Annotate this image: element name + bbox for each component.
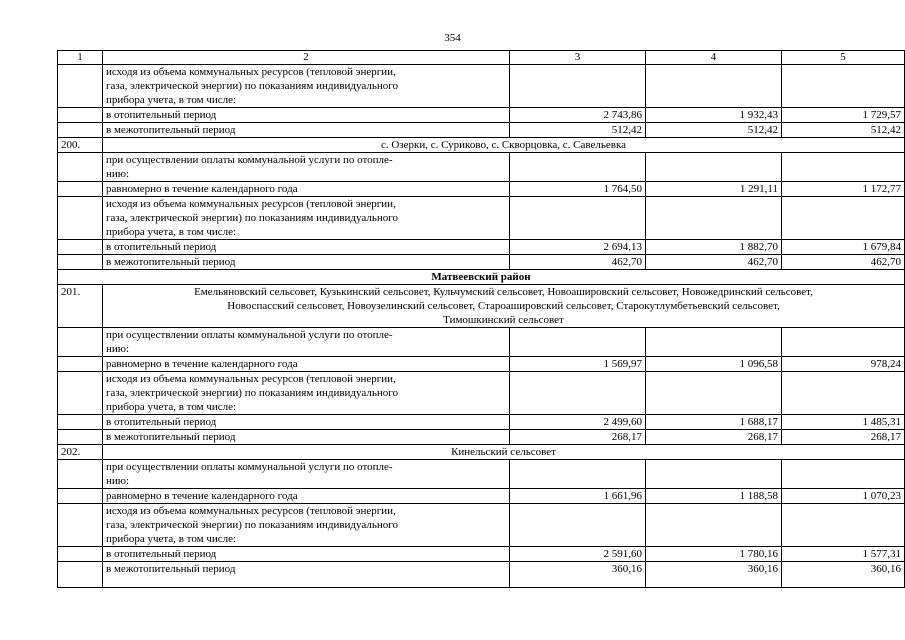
row-label: равномерно в течение календарного года	[103, 182, 510, 197]
value-cell	[510, 460, 646, 489]
row-label: в отопительный период	[103, 547, 510, 562]
table-row	[58, 123, 905, 138]
value-cell: 1 764,50	[510, 182, 646, 197]
value-cell	[782, 504, 905, 547]
row-description	[103, 460, 510, 489]
description-line: прибора учета, в том числе:	[106, 226, 237, 238]
value-cell	[510, 197, 646, 240]
locality-line: Тимошкинский сельсовет	[443, 314, 564, 326]
description-line: газа, электрической энергии) по показаниям индивидуального	[106, 387, 398, 399]
column-header: 3	[510, 51, 646, 65]
description-line: газа, электрической энергии) по показаниям индивидуального	[106, 212, 398, 224]
locality-line: Новоспасский сельсовет, Новоузелинский сельсовет, Староаширoвский сельсовет, Старокутлумбетьевский сельсовет,	[227, 300, 780, 312]
locality-line: Кинельский сельсовет	[451, 446, 556, 458]
value-cell	[510, 328, 646, 357]
value-cell: 2 694,13	[510, 240, 646, 255]
description-line: нию:	[106, 475, 130, 487]
table-row	[58, 197, 905, 240]
value-cell: 268,17	[646, 430, 782, 445]
table-row	[58, 153, 905, 182]
row-index-cell	[58, 328, 103, 357]
row-label: в отопительный период	[103, 240, 510, 255]
locality-row	[58, 138, 905, 153]
row-label: в отопительный период	[103, 108, 510, 123]
row-index-cell	[58, 108, 103, 123]
value-cell: 2 499,60	[510, 415, 646, 430]
value-cell	[782, 153, 905, 182]
value-cell: 1 569,97	[510, 357, 646, 372]
value-cell: 268,17	[782, 430, 905, 445]
value-cell	[646, 153, 782, 182]
row-index: 200.	[58, 138, 103, 153]
value-cell	[510, 504, 646, 547]
description-line: при осуществлении оплаты коммунальной услуги по отопле-	[106, 154, 393, 166]
table-row	[58, 562, 905, 588]
row-index-cell	[58, 372, 103, 415]
row-description	[103, 504, 510, 547]
row-label: равномерно в течение календарного года	[103, 489, 510, 504]
value-cell: 1 729,57	[782, 108, 905, 123]
row-label: в межотопительный период	[103, 123, 510, 138]
row-description	[103, 197, 510, 240]
value-cell	[646, 197, 782, 240]
table-row	[58, 182, 905, 197]
locality-line: Емельяновский сельсовет, Кузькинский сельсовет, Кульчумский сельсовет, Новоаширoвский сельсовет, Новожедринский сельсовет,	[194, 286, 813, 298]
table-row	[58, 504, 905, 547]
row-index-cell	[58, 489, 103, 504]
value-cell: 512,42	[782, 123, 905, 138]
row-index-cell	[58, 460, 103, 489]
row-index-cell	[58, 430, 103, 445]
tariff-table	[57, 50, 905, 588]
row-index-cell	[58, 153, 103, 182]
table-row	[58, 328, 905, 357]
row-index-cell	[58, 357, 103, 372]
table-row	[58, 460, 905, 489]
value-cell: 1 172,77	[782, 182, 905, 197]
value-cell: 268,17	[510, 430, 646, 445]
description-line: газа, электрической энергии) по показаниям индивидуального	[106, 80, 398, 92]
description-line: прибора учета, в том числе:	[106, 533, 237, 545]
description-line: прибора учета, в том числе:	[106, 401, 237, 413]
value-cell	[782, 372, 905, 415]
row-index-cell	[58, 65, 103, 108]
value-cell	[510, 65, 646, 108]
value-cell: 1 780,16	[646, 547, 782, 562]
locality-line: с. Озерки, с. Суриково, с. Скворцовка, с. Савельевка	[380, 139, 627, 151]
description-line: исходя из объема коммунальных ресурсов (тепловой энергии,	[106, 198, 396, 210]
description-line: нию:	[106, 343, 130, 355]
value-cell: 512,42	[646, 123, 782, 138]
table-row	[58, 357, 905, 372]
value-cell: 462,70	[646, 255, 782, 270]
table-header-row	[58, 51, 905, 65]
row-index-cell	[58, 197, 103, 240]
table-row	[58, 240, 905, 255]
row-label: равномерно в течение календарного года	[103, 357, 510, 372]
row-description	[103, 328, 510, 357]
value-cell	[646, 372, 782, 415]
description-line: газа, электрической энергии) по показаниям индивидуального	[106, 519, 398, 531]
table-row	[58, 415, 905, 430]
value-cell	[510, 153, 646, 182]
locality-name	[103, 445, 905, 460]
value-cell	[782, 328, 905, 357]
table-row	[58, 255, 905, 270]
value-cell: 462,70	[782, 255, 905, 270]
value-cell: 1 688,17	[646, 415, 782, 430]
description-line: прибора учета, в том числе:	[106, 94, 237, 106]
description-line: исходя из объема коммунальных ресурсов (тепловой энергии,	[106, 505, 396, 517]
value-cell: 1 188,58	[646, 489, 782, 504]
value-cell: 1 882,70	[646, 240, 782, 255]
row-label: в межотопительный период	[103, 430, 510, 445]
value-cell	[782, 65, 905, 108]
value-cell: 1 932,43	[646, 108, 782, 123]
district-row	[58, 270, 905, 285]
table-row	[58, 372, 905, 415]
value-cell: 2 591,60	[510, 547, 646, 562]
value-cell: 1 577,31	[782, 547, 905, 562]
table-row	[58, 430, 905, 445]
row-index-cell	[58, 240, 103, 255]
value-cell: 360,16	[782, 562, 905, 588]
value-cell	[646, 504, 782, 547]
table-row	[58, 65, 905, 108]
table-row	[58, 108, 905, 123]
value-cell: 978,24	[782, 357, 905, 372]
column-header: 2	[103, 51, 510, 65]
district-name: Матвеевский район	[58, 270, 905, 285]
description-line: нию:	[106, 168, 130, 180]
row-index-cell	[58, 562, 103, 588]
row-description	[103, 372, 510, 415]
value-cell	[646, 460, 782, 489]
value-cell: 1 070,23	[782, 489, 905, 504]
value-cell: 512,42	[510, 123, 646, 138]
value-cell	[510, 372, 646, 415]
value-cell: 2 743,86	[510, 108, 646, 123]
value-cell: 1 291,11	[646, 182, 782, 197]
value-cell: 1 485,31	[782, 415, 905, 430]
value-cell	[646, 328, 782, 357]
table-row	[58, 489, 905, 504]
page-number: 354	[444, 32, 461, 44]
value-cell	[782, 460, 905, 489]
description-line: исходя из объема коммунальных ресурсов (тепловой энергии,	[106, 66, 396, 78]
row-index: 202.	[58, 445, 103, 460]
value-cell: 360,16	[510, 562, 646, 588]
row-label: в межотопительный период	[103, 255, 510, 270]
column-header: 5	[782, 51, 905, 65]
value-cell: 1 096,58	[646, 357, 782, 372]
row-index-cell	[58, 547, 103, 562]
row-index: 201.	[58, 285, 103, 328]
row-description	[103, 65, 510, 108]
value-cell: 1 679,84	[782, 240, 905, 255]
description-line: при осуществлении оплаты коммунальной услуги по отопле-	[106, 461, 393, 473]
row-index-cell	[58, 504, 103, 547]
value-cell: 1 661,96	[510, 489, 646, 504]
value-cell	[646, 65, 782, 108]
description-line: при осуществлении оплаты коммунальной услуги по отопле-	[106, 329, 393, 341]
description-line: исходя из объема коммунальных ресурсов (тепловой энергии,	[106, 373, 396, 385]
value-cell	[782, 197, 905, 240]
row-index-cell	[58, 182, 103, 197]
value-cell: 360,16	[646, 562, 782, 588]
locality-name	[103, 285, 905, 328]
column-header: 1	[58, 51, 103, 65]
table-row	[58, 547, 905, 562]
row-index-cell	[58, 123, 103, 138]
row-index-cell	[58, 415, 103, 430]
locality-row	[58, 445, 905, 460]
row-label: в межотопительный период	[103, 562, 510, 588]
column-header: 4	[646, 51, 782, 65]
locality-row	[58, 285, 905, 328]
row-description	[103, 153, 510, 182]
value-cell: 462,70	[510, 255, 646, 270]
locality-name	[103, 138, 905, 153]
row-label: в отопительный период	[103, 415, 510, 430]
row-index-cell	[58, 255, 103, 270]
